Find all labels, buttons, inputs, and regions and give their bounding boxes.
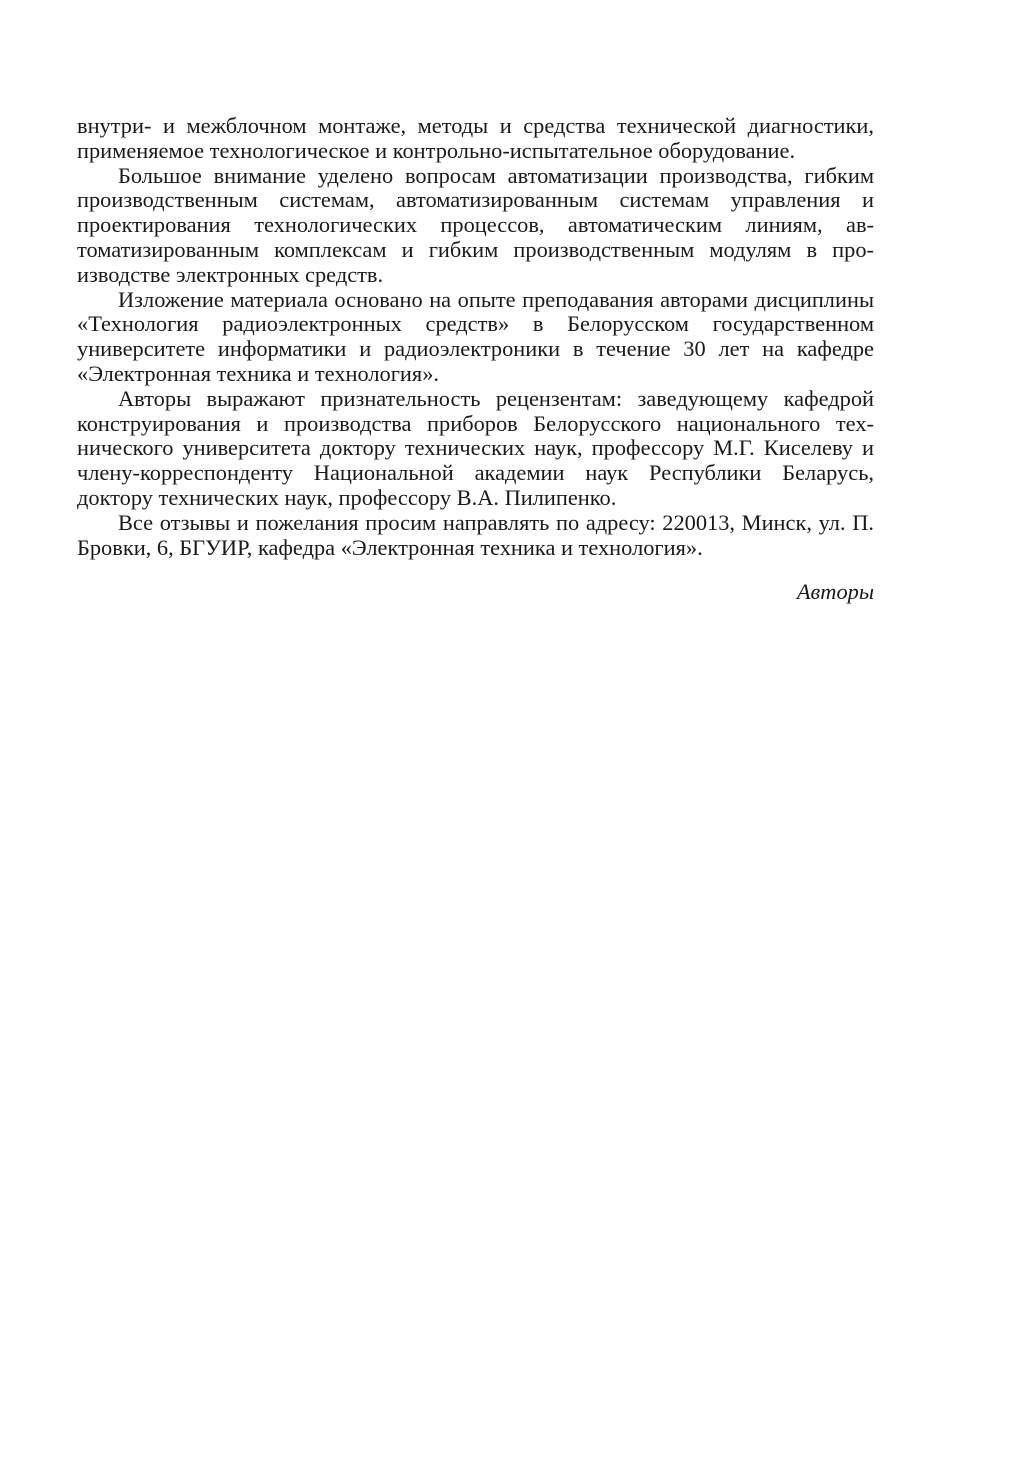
paragraph-automation: Большое внимание уделено вопросам автоматизации производства, гибким производственным системам, автоматизированным системам управления и проектирования технологических процессов, автоматическим линиям, автоматизированным комплексам и гибким производственным модулям в производстве электронных средств. [77,162,874,287]
paragraph-teaching-experience: Изложение материала основано на опыте преподавания авторами дисциплины «Технология радиоэлектронных средств» в Белорусском государственном университете информатики и радиоэлектроники в течение 30 лет на кафедре «Электронная техника и технология». [77,286,874,386]
paragraph-continuation: внутри- и межблочном монтаже, методы и средства технической диагностики, применяемое технологическое и контрольно-испытательное оборудование. [77,113,874,163]
paragraph-acknowledgements: Авторы выражают признательность рецензентам: заведующему кафедрой конструирования и производства приборов Белорусского национального технического университета доктору технических наук, профессору М.Г. Киселеву и члену-корреспонденту Национальной академии наук Республики Беларусь, доктору технических наук, профессору В.А. Пилипенко. [77,385,874,510]
paragraph-feedback-address: Все отзывы и пожелания просим направлять по адресу: 220013, Минск, ул. П. Бровки, 6, БГУИР, кафедра «Электронная техника и технология». [77,509,874,560]
authors-signature: Авторы [796,579,874,605]
page-body [77,114,874,605]
